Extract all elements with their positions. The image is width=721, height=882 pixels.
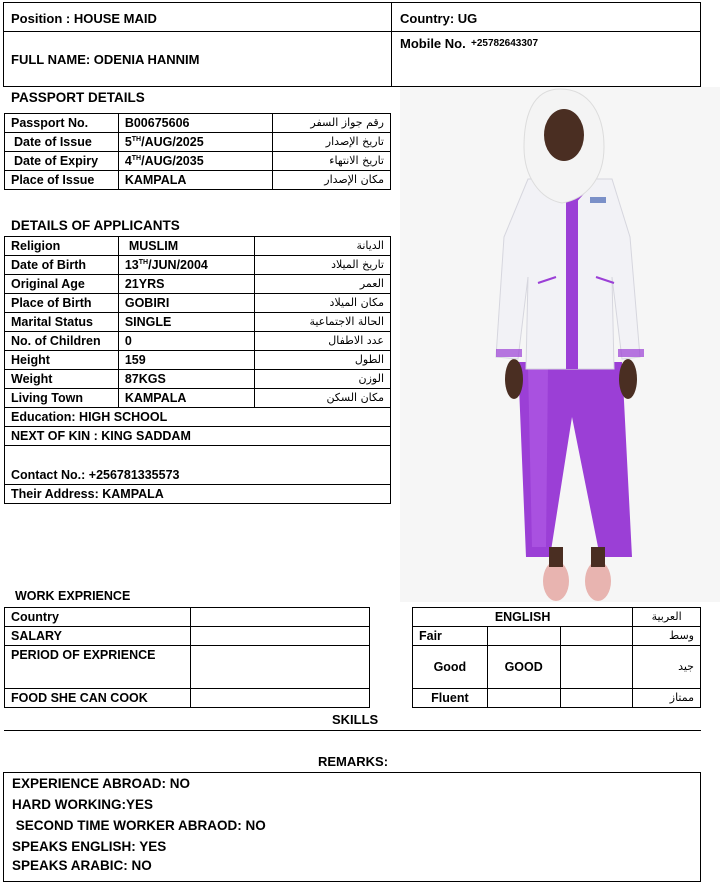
passport-value: B00675606 xyxy=(118,114,272,133)
work-value xyxy=(190,646,369,689)
language-level-label: Good xyxy=(413,646,488,689)
skills-label: SKILLS xyxy=(332,712,379,727)
table-row xyxy=(5,133,391,152)
passport-value: KAMPALA xyxy=(118,171,272,190)
table-row xyxy=(413,646,701,689)
full-name-cell xyxy=(3,31,392,87)
applicant-value: 13TH/JUN/2004 xyxy=(118,256,255,275)
passport-arabic: تاريخ الانتهاء xyxy=(273,152,391,171)
table-row xyxy=(5,446,391,485)
applicant-value: 0 xyxy=(118,332,255,351)
applicant-label: Original Age xyxy=(5,275,119,294)
applicant-arabic: مكان الميلاد xyxy=(255,294,391,313)
position-cell xyxy=(3,2,392,32)
applicant-label: Living Town xyxy=(5,389,119,408)
passport-label: Date of Issue xyxy=(5,133,119,152)
passport-arabic: تاريخ الإصدار xyxy=(273,133,391,152)
applicant-heading: DETAILS OF APPLICANTS xyxy=(11,218,180,233)
arabic-header: العربية xyxy=(633,608,701,627)
english-level xyxy=(487,689,560,708)
table-row xyxy=(5,389,391,408)
remarks-heading: REMARKS: xyxy=(318,754,389,769)
work-value xyxy=(190,689,369,708)
passport-label: Passport No. xyxy=(5,114,119,133)
applicant-label: No. of Children xyxy=(5,332,119,351)
table-row xyxy=(5,351,391,370)
table-row xyxy=(5,332,391,351)
applicant-label: Height xyxy=(5,351,119,370)
applicant-arabic: تاريخ الميلاد xyxy=(255,256,391,275)
remark-line: SPEAKS ENGLISH: YES xyxy=(12,839,167,854)
applicant-label: Religion xyxy=(5,237,119,256)
language-level-label: Fluent xyxy=(413,689,488,708)
applicant-arabic: الطول xyxy=(255,351,391,370)
empty-cell xyxy=(560,627,633,646)
language-table xyxy=(412,607,701,708)
table-row xyxy=(413,608,701,627)
country-text: Country: UG xyxy=(400,11,478,26)
english-level xyxy=(487,627,560,646)
contact-text: Contact No.: +256781335573 xyxy=(5,446,391,485)
work-value xyxy=(190,627,369,646)
table-row xyxy=(413,627,701,646)
table-row xyxy=(5,608,370,627)
applicant-arabic: مكان السكن xyxy=(255,389,391,408)
table-row xyxy=(5,313,391,332)
work-value xyxy=(190,608,369,627)
remark-line: SECOND TIME WORKER ABRAOD: NO xyxy=(12,818,266,833)
full-name-text: FULL NAME: ODENIA HANNIM xyxy=(11,52,200,67)
arabic-level: ممتاز xyxy=(633,689,701,708)
passport-value: 4TH/AUG/2035 xyxy=(118,152,272,171)
table-row xyxy=(5,370,391,389)
table-row xyxy=(5,689,370,708)
passport-label: Place of Issue xyxy=(5,171,119,190)
applicant-label: Date of Birth xyxy=(5,256,119,275)
applicant-value: GOBIRI xyxy=(118,294,255,313)
applicant-value: 159 xyxy=(118,351,255,370)
applicant-value: SINGLE xyxy=(118,313,255,332)
work-label: SALARY xyxy=(5,627,191,646)
work-label: FOOD SHE CAN COOK xyxy=(5,689,191,708)
english-level: GOOD xyxy=(487,646,560,689)
table-row xyxy=(413,689,701,708)
work-table xyxy=(4,607,370,708)
passport-heading: PASSPORT DETAILS xyxy=(11,90,145,105)
applicant-arabic: الديانة xyxy=(255,237,391,256)
table-row xyxy=(5,627,370,646)
next-of-kin-text: NEXT OF KIN : KING SADDAM xyxy=(5,427,391,446)
applicant-table xyxy=(4,236,391,504)
position-text: Position : HOUSE MAID xyxy=(11,11,157,26)
address-text: Their Address: KAMPALA xyxy=(5,485,391,504)
applicant-photo xyxy=(400,87,720,602)
english-header: ENGLISH xyxy=(413,608,633,627)
applicant-value: 21YRS xyxy=(118,275,255,294)
applicant-value: MUSLIM xyxy=(118,237,255,256)
applicant-arabic: العمر xyxy=(255,275,391,294)
table-row xyxy=(5,427,391,446)
applicant-label: Weight xyxy=(5,370,119,389)
table-row xyxy=(5,408,391,427)
passport-arabic: رقم جواز السفر xyxy=(273,114,391,133)
arabic-level: جيد xyxy=(633,646,701,689)
applicant-arabic: الوزن xyxy=(255,370,391,389)
country-cell xyxy=(391,2,701,32)
passport-label: Date of Expiry xyxy=(5,152,119,171)
work-label: PERIOD OF EXPRIENCE xyxy=(5,646,191,689)
passport-arabic: مكان الإصدار xyxy=(273,171,391,190)
applicant-figure xyxy=(400,87,720,602)
skills-divider xyxy=(4,730,701,731)
table-row xyxy=(5,256,391,275)
remark-line: HARD WORKING:YES xyxy=(12,797,153,812)
table-row xyxy=(5,237,391,256)
applicant-label: Place of Birth xyxy=(5,294,119,313)
language-level-label: Fair xyxy=(413,627,488,646)
mobile-cell xyxy=(391,31,701,87)
remark-line: SPEAKS ARABIC: NO xyxy=(12,858,152,873)
remark-line: EXPERIENCE ABROAD: NO xyxy=(12,776,191,791)
applicant-arabic: عدد الاطفال xyxy=(255,332,391,351)
applicant-arabic: الحالة الاجتماعية xyxy=(255,313,391,332)
empty-cell xyxy=(560,646,633,689)
work-heading: WORK EXPRIENCE xyxy=(15,589,131,603)
table-row xyxy=(5,294,391,313)
passport-table xyxy=(4,113,391,190)
table-row xyxy=(5,275,391,294)
passport-value: 5TH/AUG/2025 xyxy=(118,133,272,152)
applicant-value: KAMPALA xyxy=(118,389,255,408)
table-row xyxy=(5,646,370,689)
applicant-label: Marital Status xyxy=(5,313,119,332)
mobile-label: Mobile No. xyxy=(400,36,466,51)
mobile-value: +25782643307 xyxy=(471,38,539,49)
empty-cell xyxy=(560,689,633,708)
table-row xyxy=(5,485,391,504)
education-text: Education: HIGH SCHOOL xyxy=(5,408,391,427)
work-label: Country xyxy=(5,608,191,627)
table-row xyxy=(5,171,391,190)
table-row xyxy=(5,114,391,133)
applicant-value: 87KGS xyxy=(118,370,255,389)
table-row xyxy=(5,152,391,171)
arabic-level: وسط xyxy=(633,627,701,646)
